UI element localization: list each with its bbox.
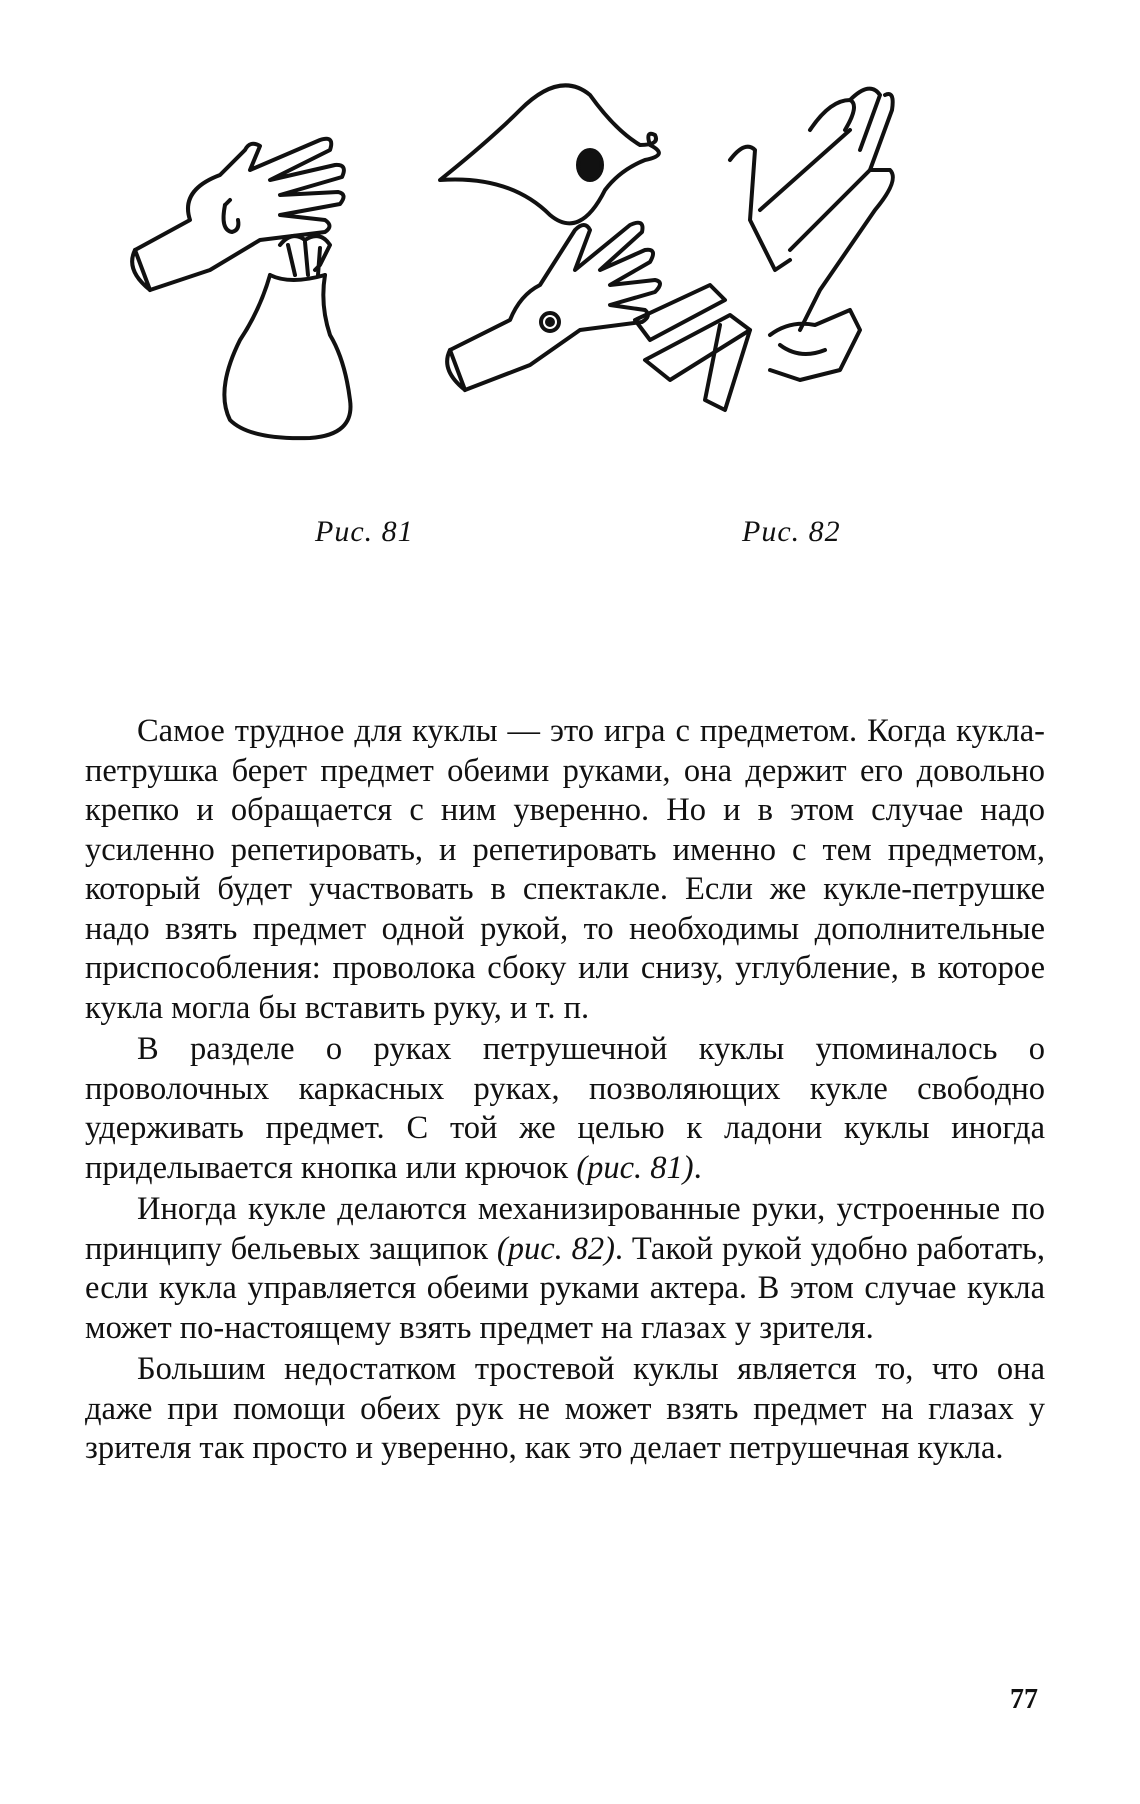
paragraph-text: Большим недостатком тростевой куклы является то, что она даже при помощи обеих рук не может взять предмет на глазах у зрителя так просто и уверенно, как это делает петрушечная кукла. [85, 1351, 1045, 1466]
paragraph [85, 1350, 1045, 1469]
figure-reference: (рис. 81) [576, 1149, 694, 1186]
paragraph [85, 1190, 1045, 1348]
clothespin-hands-drawing [430, 70, 1010, 470]
figure-reference: (рис. 82) [496, 1230, 615, 1267]
paragraph [85, 712, 1045, 1028]
paragraph-text: В разделе о руках петрушечной куклы упоминалось о проволочных каркасных руках, позволяющих кукле свободно удерживать предмет. С той же целью к ладони куклы иногда приделывается кнопка или крючок [85, 1031, 1045, 1186]
figure-81-illustration [120, 80, 420, 500]
paragraph-text: Самое трудное для куклы — это игра с предметом. Когда кукла-петрушка берет предмет обеими руками, она держит его довольно крепко и обращается с ним уверенно. Но и в этом случае надо усиленно репетировать, и репетировать именно с тем предметом, который будет участвовать в спектакле. Если же кукле-петрушке надо взять предмет одной рукой, то необходимы дополнительные приспособления: проволока сбоку или снизу, углубление, в которое кукла могла бы вставить руку, и т. п. [85, 713, 1045, 1026]
figure-82-illustration [430, 70, 1010, 470]
paragraph-tail: . Такой рукой удобно работать, если кукла управляется обеими руками актера. В этом случае кукла может по-настоящему взять предмет на глазах у зрителя. [85, 1230, 1045, 1346]
hand-with-hook-drawing [120, 80, 420, 500]
paragraph-text: Иногда кукле делаются механизированные руки, устроенные по принципу бельевых защипок [85, 1191, 1045, 1267]
figure-81-caption: Рис. 81 [315, 515, 414, 548]
body-text [85, 712, 1045, 1471]
figure-82-caption: Рис. 82 [742, 515, 841, 548]
paragraph [85, 1030, 1045, 1188]
paragraph-tail: . [693, 1149, 702, 1186]
page-number: 77 [1010, 1684, 1038, 1715]
